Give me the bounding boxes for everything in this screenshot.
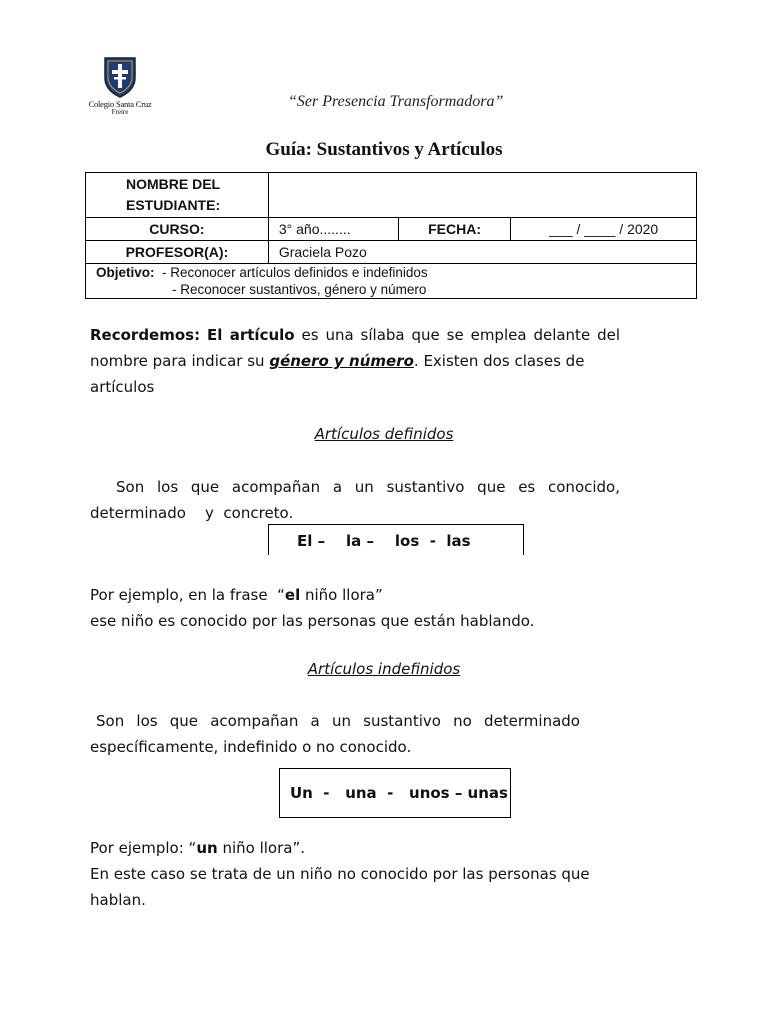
indefinidos-heading: Artículos indefinidos <box>307 660 461 678</box>
profesor-label: PROFESOR(A): <box>86 241 269 264</box>
definidos-line-2: determinado y concreto. <box>90 504 294 522</box>
objetivo-label: Objetivo: <box>96 265 155 280</box>
indefinidos-explanation-2: hablan. <box>90 891 146 909</box>
definidos-articles-box <box>268 524 524 555</box>
definidos-heading: Artículos definidos <box>314 425 454 443</box>
definidos-example <box>90 582 650 634</box>
indefinidos-example-prefix: Por ejemplo: “ <box>90 839 197 857</box>
indefinidos-articles-box <box>279 768 511 818</box>
motto: “Ser Presencia Transformadora” <box>288 93 504 110</box>
objetivo-cell <box>86 264 697 299</box>
indefinidos-line-2: específicamente, indefinido o no conocido. <box>90 738 412 756</box>
school-name: Colegio Santa Cruz <box>88 99 152 109</box>
intro-text-4: artículos <box>90 378 155 396</box>
definidos-example-bold: el <box>284 586 301 604</box>
school-logo <box>78 56 162 122</box>
definidos-line-1: Son los que acompañan a un sustantivo que es conocido, <box>116 478 620 496</box>
indefinidos-articles: Un - una - unos – unas <box>290 784 508 802</box>
indefinidos-example <box>90 835 650 913</box>
indefinidos-explanation-1: En este caso se trata de un niño no conocido por las personas que <box>90 865 590 883</box>
intro-paragraph <box>90 322 620 400</box>
school-location: Freire <box>111 108 129 116</box>
objetivo-1: - Reconocer artículos definidos e indefinidos <box>162 265 428 280</box>
profesor-value: Graciela Pozo <box>268 241 696 264</box>
intro-bold-1: Recordemos: <box>90 326 201 344</box>
definidos-paragraph <box>90 474 620 526</box>
student-info-table <box>85 172 697 299</box>
intro-text-1: es una sílaba que se emplea delante del <box>301 326 620 344</box>
name-label-cell <box>86 173 269 218</box>
intro-emphasis: género y número <box>269 352 414 370</box>
indefinidos-example-suffix: niño llora”. <box>217 839 305 857</box>
shield-icon <box>103 56 137 98</box>
definidos-explanation: ese niño es conocido por las personas que están hablando. <box>90 612 535 630</box>
intro-text-2: nombre para indicar su <box>90 352 265 370</box>
intro-bold-2: El artículo <box>207 326 295 344</box>
indefinidos-line-1: Son los que acompañan a un sustantivo no determinado <box>96 712 580 730</box>
objetivo-2: - Reconocer sustantivos, género y número <box>172 282 427 297</box>
name-label: NOMBRE DEL ESTUDIANTE: <box>126 176 221 213</box>
definidos-articles: El – la – los - las <box>297 532 471 550</box>
indefinidos-example-bold: un <box>196 839 218 857</box>
indefinidos-paragraph <box>90 708 580 760</box>
name-field[interactable] <box>268 173 696 218</box>
fecha-label: FECHA: <box>398 218 511 241</box>
definidos-example-suffix: niño llora” <box>300 586 383 604</box>
fecha-value[interactable]: ___ / ____ / 2020 <box>511 218 697 241</box>
definidos-example-prefix: Por ejemplo, en la frase “ <box>90 586 285 604</box>
intro-text-3: . Existen dos clases de <box>413 352 585 370</box>
curso-label: CURSO: <box>86 218 269 241</box>
page-title: Guía: Sustantivos y Artículos <box>265 139 503 160</box>
curso-value[interactable]: 3° año........ <box>268 218 398 241</box>
